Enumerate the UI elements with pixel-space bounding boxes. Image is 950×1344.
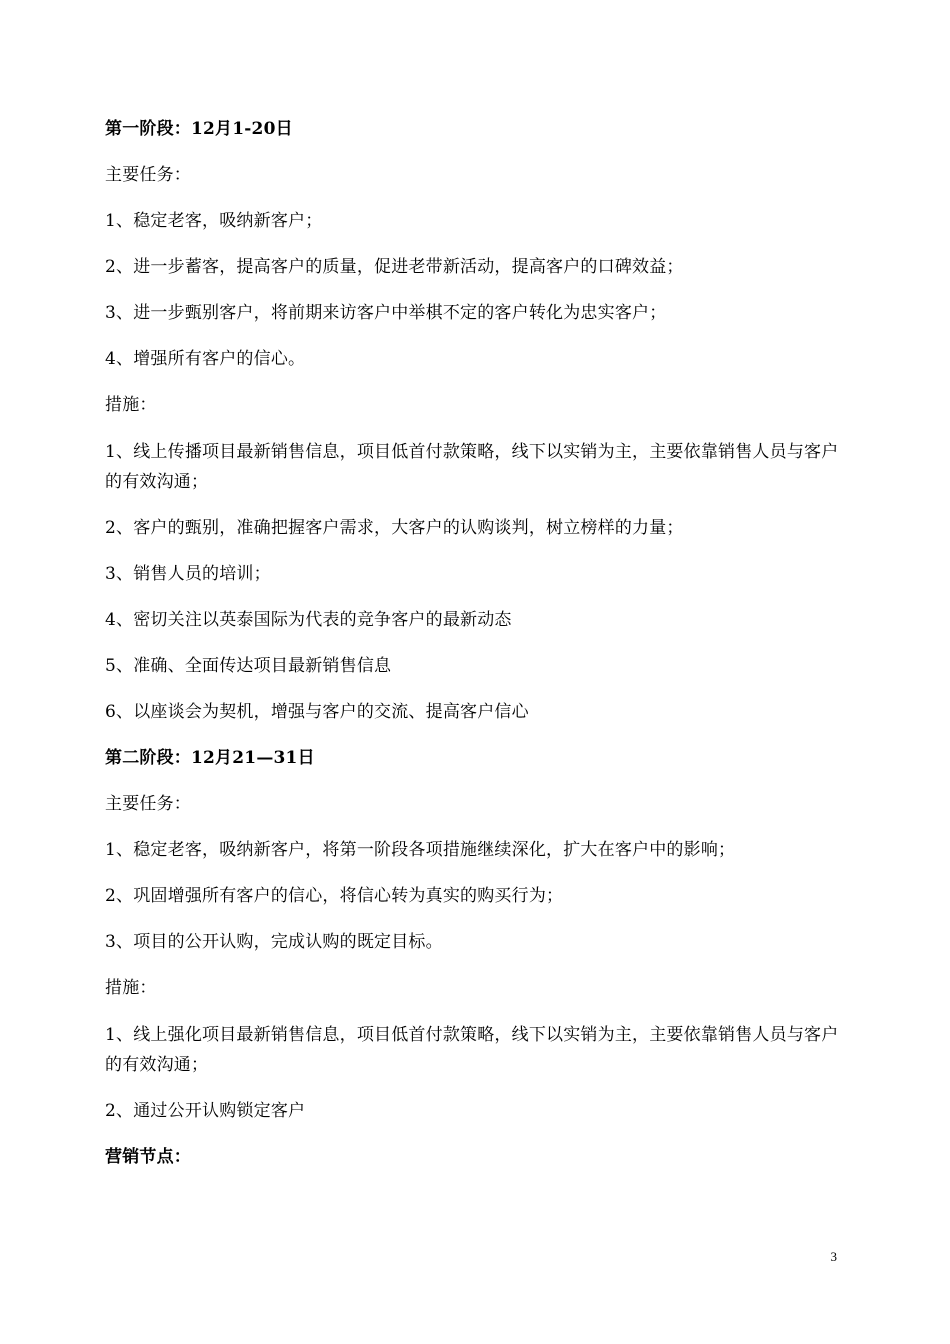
- stage-one-task-4: 4、增强所有客户的信心。: [105, 349, 306, 369]
- stage-one-task-2: 2、进一步蓄客，提高客户的质量，促进老带新活动，提高客户的口碑效益；: [105, 257, 684, 277]
- stage-one-measures-label: 措施：: [105, 395, 157, 415]
- stage-two-measures-label: 措施：: [105, 978, 157, 998]
- stage-two-task-1: 1、稳定老客，吸纳新客户，将第一阶段各项措施继续深化，扩大在客户中的影响；: [105, 840, 736, 860]
- document-body: [105, 118, 845, 1192]
- stage-two-measure-2: 2、通过公开认购锁定客户: [105, 1101, 306, 1121]
- stage-one-heading: 第一阶段：12月1-20日: [105, 119, 293, 139]
- stage-two-task-2: 2、巩固增强所有客户的信心，将信心转为真实的购买行为；: [105, 886, 564, 906]
- stage-one-measure-5: 5、准确、全面传达项目最新销售信息: [105, 656, 392, 676]
- stage-one-task-1: 1、稳定老客，吸纳新客户；: [105, 211, 323, 231]
- page-number: 3: [830, 1249, 837, 1264]
- stage-two-heading: 第二阶段：12月21—31日: [105, 748, 315, 768]
- stage-two-task-3: 3、项目的公开认购，完成认购的既定目标。: [105, 932, 443, 952]
- stage-one-tasks-label: 主要任务：: [105, 165, 191, 185]
- stage-two-tasks-label: 主要任务：: [105, 794, 191, 814]
- stage-one-measure-3: 3、销售人员的培训；: [105, 564, 271, 584]
- stage-one-measure-1: 1、线上传播项目最新销售信息，项目低首付款策略，线下以实销为主，主要依靠销售人员与客户的有效沟通；: [105, 442, 839, 492]
- stage-one-measure-4: 4、密切关注以英泰国际为代表的竞争客户的最新动态: [105, 610, 512, 630]
- stage-one-measure-2: 2、客户的甄别，准确把握客户需求，大客户的认购谈判，树立榜样的力量；: [105, 518, 684, 538]
- stage-two-measure-1: 1、线上强化项目最新销售信息，项目低首付款策略，线下以实销为主，主要依靠销售人员与客户的有效沟通；: [105, 1025, 839, 1075]
- stage-one-measure-6: 6、以座谈会为契机，增强与客户的交流、提高客户信心: [105, 702, 529, 722]
- marketing-nodes-heading: 营销节点：: [105, 1147, 191, 1167]
- stage-one-task-3: 3、进一步甄别客户，将前期来访客户中举棋不定的客户转化为忠实客户；: [105, 303, 667, 323]
